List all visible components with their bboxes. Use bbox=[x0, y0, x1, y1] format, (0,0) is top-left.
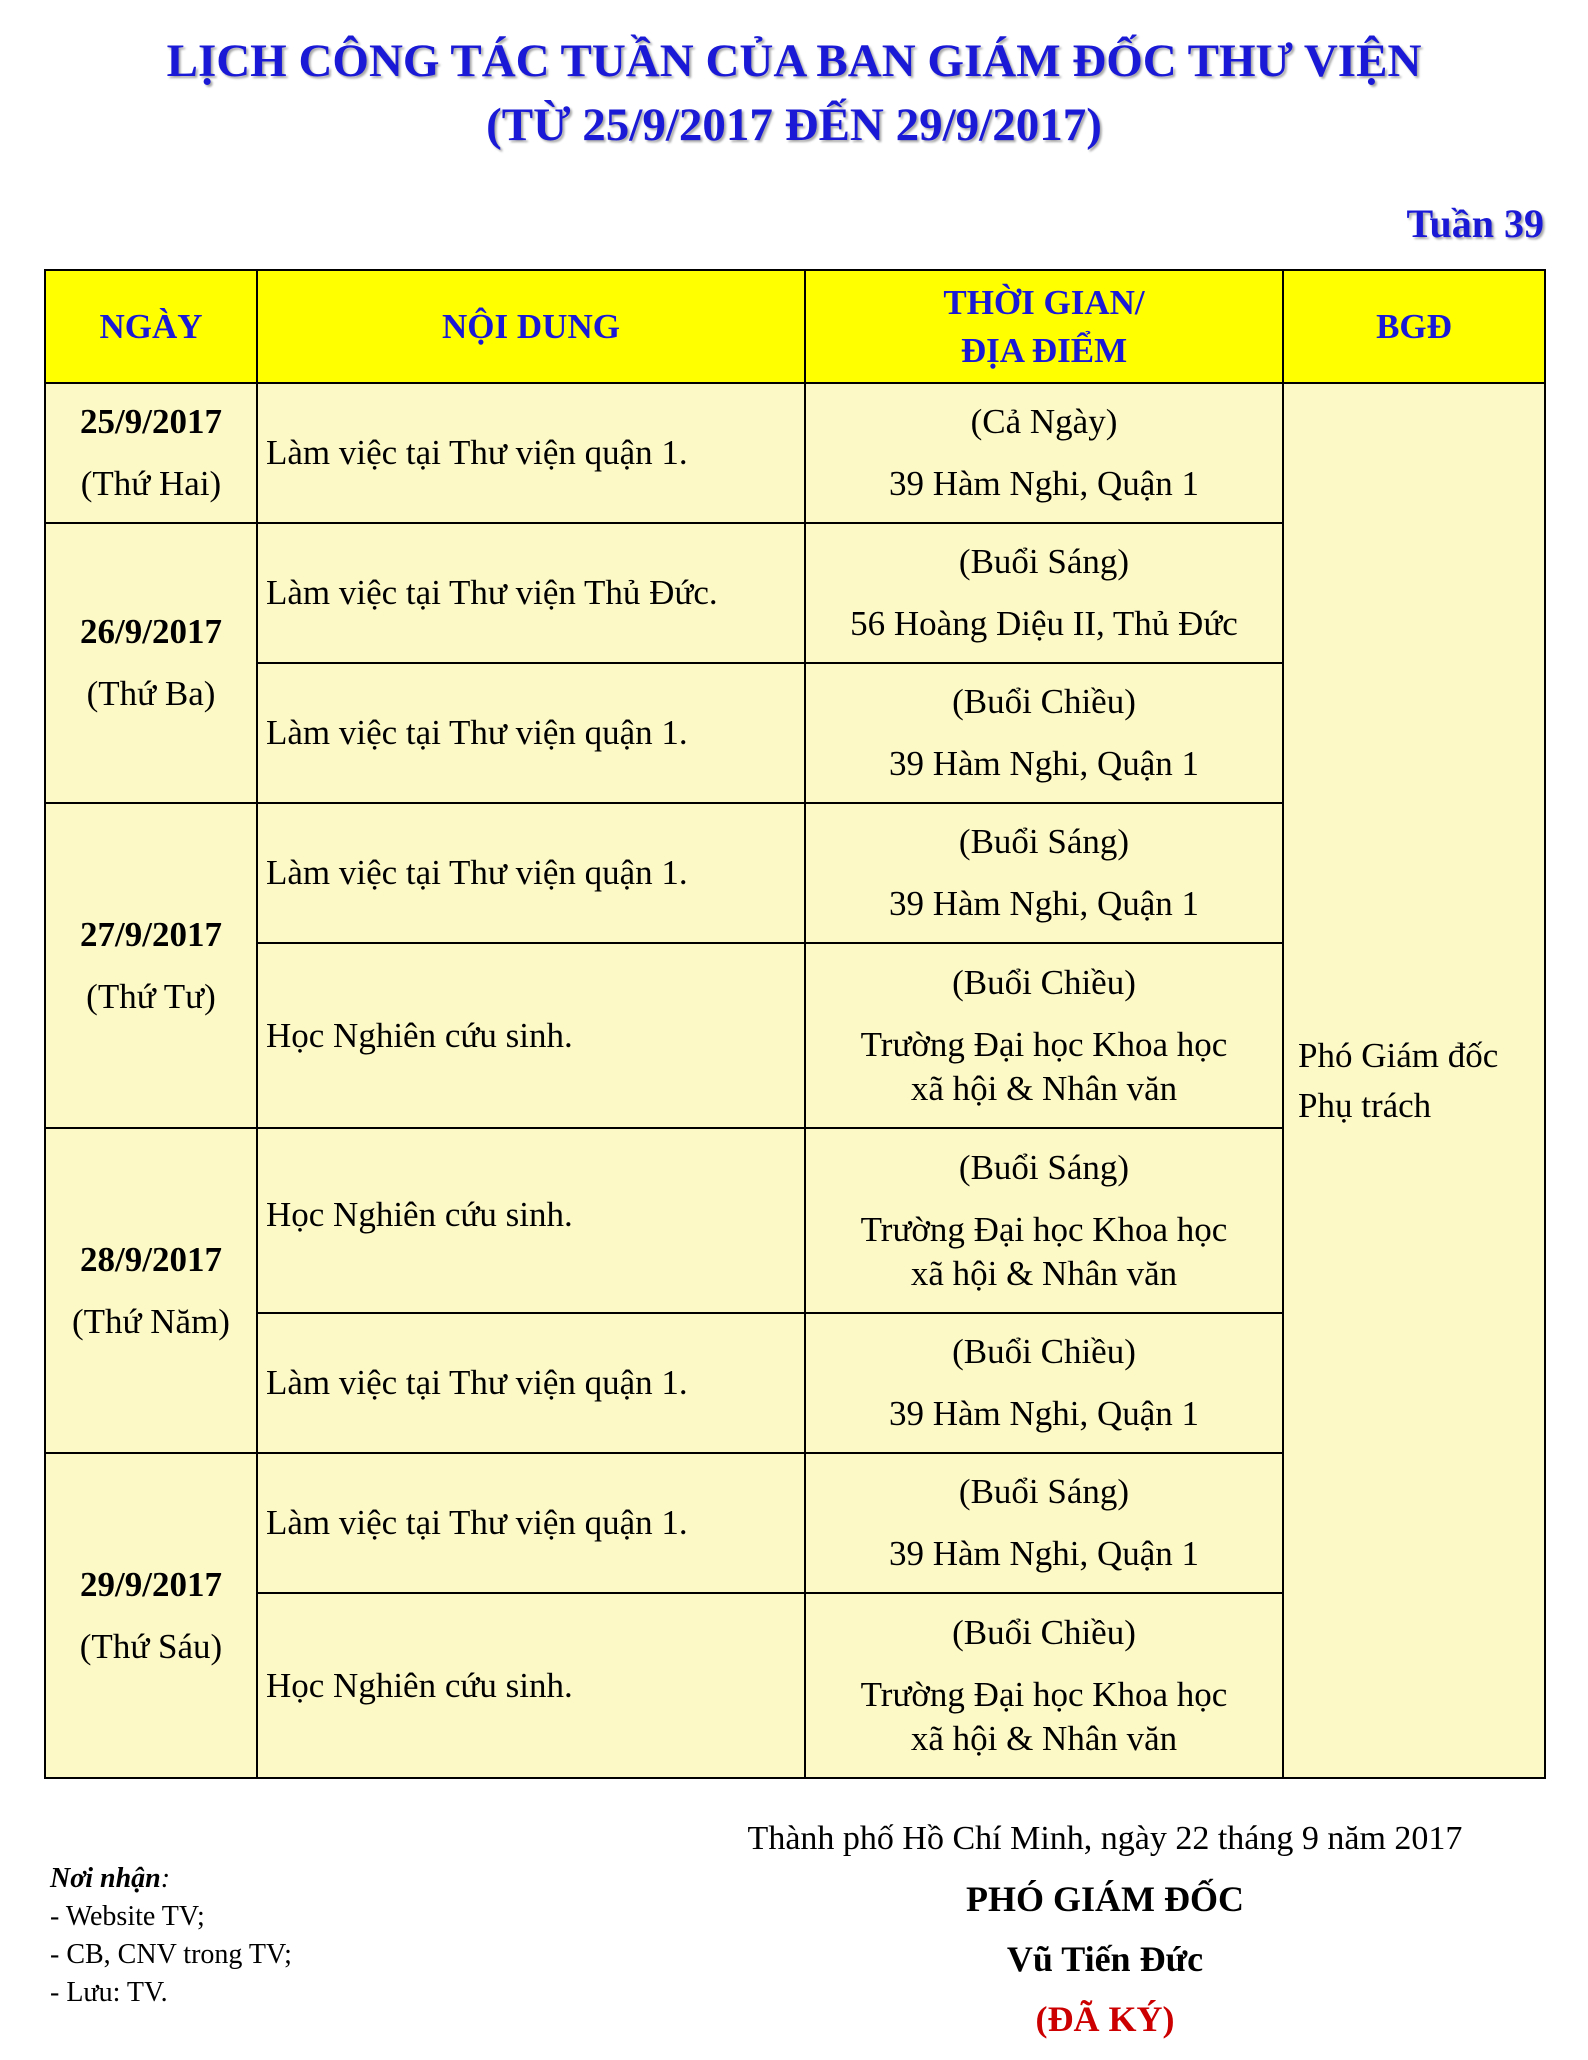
session-label: (Buổi Chiều) bbox=[952, 1612, 1136, 1652]
time-place-cell bbox=[805, 1593, 1283, 1778]
time-place-cell bbox=[805, 1128, 1283, 1313]
session-label: (Buổi Chiều) bbox=[952, 962, 1136, 1002]
place-line: Trường Đại học Khoa học bbox=[860, 1024, 1228, 1064]
signer-role: PHÓ GIÁM ĐỐC bbox=[966, 1879, 1244, 1919]
content-cell: Học Nghiên cứu sinh. bbox=[257, 1128, 805, 1313]
recipients-heading bbox=[50, 1860, 292, 1898]
place-line: 39 Hàm Nghi, Quận 1 bbox=[888, 744, 1200, 783]
place-line: Trường Đại học Khoa học bbox=[860, 1674, 1228, 1714]
recipients-colon: : bbox=[160, 1863, 171, 1894]
day-date: 26/9/2017 bbox=[80, 612, 222, 651]
header-content: NỘI DUNG bbox=[257, 270, 805, 383]
day-weekday: (Thứ Sáu) bbox=[79, 1626, 223, 1666]
place-line: 39 Hàm Nghi, Quận 1 bbox=[888, 1394, 1200, 1433]
session-label: (Buổi Sáng) bbox=[958, 1147, 1130, 1187]
day-cell bbox=[45, 1128, 257, 1453]
time-place-cell bbox=[805, 663, 1283, 803]
header-place: ĐỊA ĐIỂM bbox=[960, 330, 1128, 370]
place-line: xã hội & Nhân văn bbox=[910, 1253, 1178, 1293]
session-label: (Buổi Chiều) bbox=[952, 1332, 1136, 1371]
session-label: (Buổi Sáng) bbox=[958, 1472, 1130, 1511]
recipients-heading-text: Nơi nhận bbox=[50, 1863, 161, 1894]
place-and-date: Thành phố Hồ Chí Minh, ngày 22 tháng 9 năm 2017 bbox=[747, 1820, 1463, 1857]
table-header-row bbox=[45, 270, 1545, 383]
day-date: 25/9/2017 bbox=[80, 402, 222, 441]
place-line: 39 Hàm Nghi, Quận 1 bbox=[888, 884, 1200, 923]
day-cell bbox=[45, 1453, 257, 1778]
time-place-cell bbox=[805, 943, 1283, 1128]
time-place-cell bbox=[805, 383, 1283, 523]
week-number: Tuần 39 bbox=[1406, 201, 1544, 246]
place-line: 39 Hàm Nghi, Quận 1 bbox=[888, 464, 1200, 503]
day-weekday: (Thứ Tư) bbox=[86, 976, 216, 1016]
place-line: Trường Đại học Khoa học bbox=[860, 1209, 1228, 1249]
document-title: LỊCH CÔNG TÁC TUẦN CỦA BAN GIÁM ĐỐC THƯ VIỆN bbox=[166, 35, 1422, 87]
content-cell: Học Nghiên cứu sinh. bbox=[257, 943, 805, 1128]
session-label: (Buổi Chiều) bbox=[952, 682, 1136, 721]
signer-name: Vũ Tiến Đức bbox=[1006, 1939, 1204, 1979]
content-cell: Làm việc tại Thư viện quận 1. bbox=[257, 663, 805, 803]
recipient-item: - CB, CNV trong TV; bbox=[50, 1939, 292, 1970]
day-cell bbox=[45, 383, 257, 523]
recipients-block bbox=[50, 1860, 292, 2012]
content-cell: Làm việc tại Thư viện quận 1. bbox=[257, 383, 805, 523]
day-weekday: (Thứ Năm) bbox=[72, 1301, 230, 1341]
time-place-cell bbox=[805, 1313, 1283, 1453]
header-bgd: BGĐ bbox=[1283, 270, 1545, 383]
recipient-item: - Website TV; bbox=[50, 1901, 205, 1932]
document-date-range: (TỪ 25/9/2017 ĐẾN 29/9/2017) bbox=[486, 99, 1102, 151]
table-row bbox=[45, 383, 1545, 523]
bgd-cell bbox=[1283, 383, 1545, 1778]
session-label: (Cả Ngày) bbox=[970, 402, 1118, 441]
time-place-cell bbox=[805, 1453, 1283, 1593]
session-label: (Buổi Sáng) bbox=[958, 822, 1130, 861]
signed-status: (ĐÃ KÝ) bbox=[1035, 1999, 1175, 2039]
place-line: 39 Hàm Nghi, Quận 1 bbox=[888, 1534, 1200, 1573]
day-date: 28/9/2017 bbox=[80, 1239, 222, 1279]
day-cell bbox=[45, 523, 257, 803]
time-place-cell bbox=[805, 523, 1283, 663]
content-cell: Làm việc tại Thư viện quận 1. bbox=[257, 1453, 805, 1593]
content-cell: Làm việc tại Thư viện quận 1. bbox=[257, 803, 805, 943]
content-cell: Làm việc tại Thư viện quận 1. bbox=[257, 1313, 805, 1453]
schedule-table bbox=[44, 269, 1546, 1779]
place-line: xã hội & Nhân văn bbox=[910, 1068, 1178, 1108]
day-date: 29/9/2017 bbox=[80, 1564, 222, 1604]
day-cell bbox=[45, 803, 257, 1128]
place-line: xã hội & Nhân văn bbox=[910, 1718, 1178, 1758]
day-weekday: (Thứ Hai) bbox=[80, 464, 222, 503]
recipient-item: - Lưu: TV. bbox=[50, 1977, 168, 2008]
day-weekday: (Thứ Ba) bbox=[86, 674, 216, 713]
content-cell: Học Nghiên cứu sinh. bbox=[257, 1593, 805, 1778]
place-line: 56 Hoàng Diệu II, Thủ Đức bbox=[850, 604, 1238, 643]
day-date: 27/9/2017 bbox=[80, 914, 222, 954]
time-place-cell bbox=[805, 803, 1283, 943]
bgd-role: Phó Giám đốc bbox=[1298, 1035, 1499, 1075]
header-time-place bbox=[805, 270, 1283, 383]
bgd-duty: Phụ trách bbox=[1298, 1085, 1432, 1125]
content-cell: Làm việc tại Thư viện Thủ Đức. bbox=[257, 523, 805, 663]
header-time: THỜI GIAN/ bbox=[943, 282, 1145, 322]
header-day: NGÀY bbox=[45, 270, 257, 383]
session-label: (Buổi Sáng) bbox=[958, 542, 1130, 581]
